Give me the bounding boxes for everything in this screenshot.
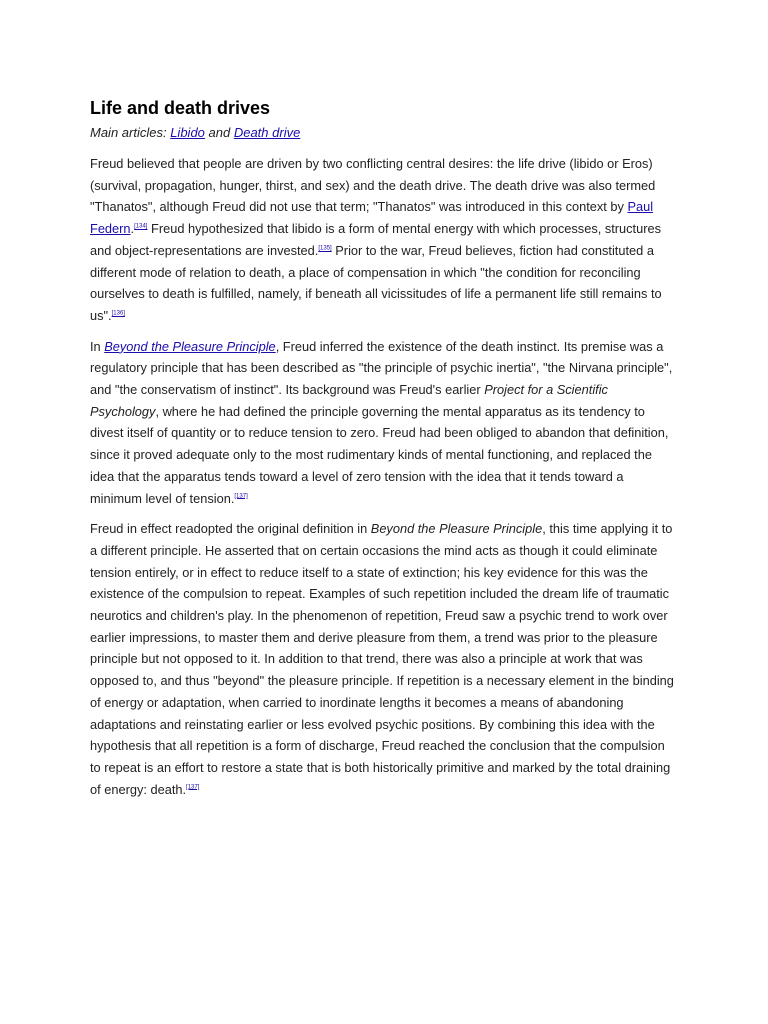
hatnote-prefix: Main articles:	[90, 125, 171, 140]
hatnote-conjunction: and	[204, 125, 234, 140]
paragraph-text: .	[130, 221, 135, 237]
paragraph-beyond-pleasure-principle	[90, 336, 678, 510]
paragraph-text: Freud believed that people are driven by two conflicting central desires: the life drive (libido or Eros) (survival, propagation, hunger, thirst, and sex) and the death drive. The death drive was also termed "Thanatos", although Freud did not use that term; "Thanatos" was introduced in this context by	[90, 156, 656, 215]
paragraph-text: , Freud inferred the existence of the death instinct. Its premise was a regulatory principle that has been described as "the principle of psychic inertia", "the Nirvana principle", and "the conservatism of instinct". Its background was Freud's earlier	[90, 338, 673, 398]
death-drive-link[interactable]: Death drive	[233, 125, 301, 140]
project-scientific-psychology-title: Project for a Scientific Psychology	[90, 382, 608, 419]
citation-137-link[interactable]: [137]	[186, 784, 200, 791]
section-heading: Life and death drives	[90, 98, 271, 118]
paul-federn-link[interactable]: Paul Federn	[90, 199, 654, 237]
citation-136-link[interactable]: [136]	[111, 310, 125, 317]
citation-135-link[interactable]: [135]	[318, 245, 332, 252]
citation-ref	[112, 311, 125, 317]
citation-ref	[134, 224, 147, 230]
main-articles-hatnote	[90, 124, 678, 142]
paragraph-text: In	[90, 338, 105, 354]
paragraph-text: , where he had defined the principle governing the mental apparatus as its tendency to divest itself of quantity or to reduce tension to zero. Freud had been obliged to abandon that definition, since it proved adequate only to the most rudimentary kinds of mental functioning, and replaced the idea that the apparatus tends toward a level of zero tension with the idea that it tends toward a minimum level of tension.	[90, 403, 669, 506]
beyond-pleasure-principle-link[interactable]	[104, 339, 275, 354]
citation-137-link[interactable]: [137]	[234, 493, 248, 500]
citation-ref	[186, 784, 199, 790]
citation-ref	[318, 246, 331, 252]
paragraph-text: Prior to the war, Freud believes, fiction had constituted a different mode of relation to death, a place of compensation in which "the condition for reconciling ourselves to death is fulfilled, namely, if beneath all vicissitudes of life a permanent life still remains to us".	[90, 242, 662, 323]
citation-134-link[interactable]: [134]	[134, 223, 148, 230]
beyond-pleasure-principle-title: Beyond the Pleasure Principle	[104, 338, 276, 354]
paragraph-text: Freud in effect readopted the original definition in	[90, 521, 371, 537]
paragraph-compulsion-to-repeat	[90, 518, 678, 800]
paragraph-life-death-drives	[90, 153, 678, 327]
libido-link[interactable]: Libido	[170, 125, 205, 140]
paragraph-text: Freud hypothesized that libido is a form of mental energy with which processes, structures and object-representations are invested.	[90, 221, 662, 258]
citation-ref	[234, 493, 247, 499]
paragraph-text: , this time applying it to a different principle. He asserted that on certain occasions the mind acts as though it could eliminate tension entirely, or in effect to reduce itself to a state of extinction; his key evidence for this was the existence of the compulsion to repeat. Examples of such repetition included the dream life of traumatic neurotics and children's play. In the phenomenon of repetition, Freud saw a psychic trend to work over earlier impressions, to master them and derive pleasure from them, a trend was prior to the pleasure principle but not opposed to it. In addition to that trend, there was also a principle at work that was opposed to, and thus "beyond" the pleasure principle. If repetition is a necessary element in the binding of energy or adaptation, when carried to inordinate lengths it becomes a means of abandoning adaptations and reinstating earlier or less evolved psychic positions. By combining this idea with the hypothesis that all repetition is a form of discharge, Freud reached the conclusion that the compulsion to repeat is an effort to restore a state that is both historically primitive and marked by the total draining of energy: death.	[90, 521, 674, 797]
beyond-pleasure-principle-title: Beyond the Pleasure Principle	[370, 521, 543, 537]
article-section	[90, 96, 678, 800]
